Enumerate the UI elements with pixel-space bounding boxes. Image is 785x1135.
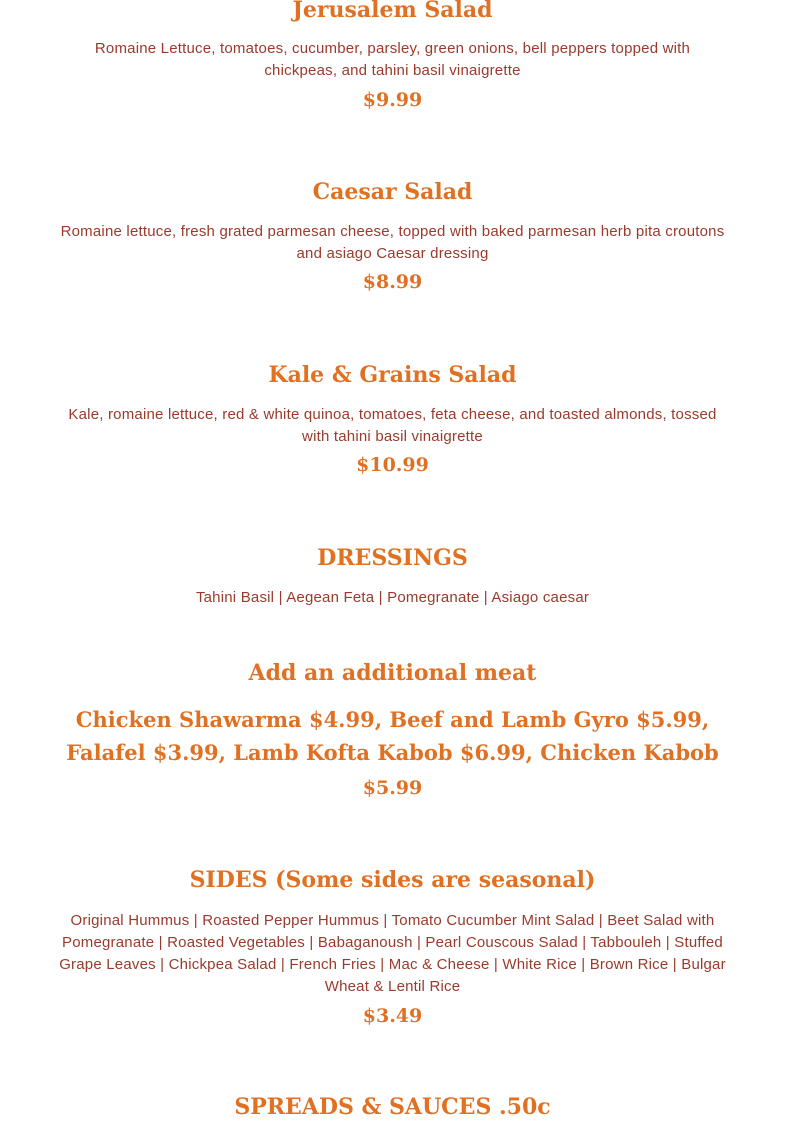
item-title: Caesar Salad	[312, 179, 473, 205]
item-description: Romaine Lettuce, tomatoes, cucumber, parsley, green onions, bell peppers topped with chickpeas, and tahini basil vinaigrette	[94, 40, 691, 79]
sides-title: SIDES (Some sides are seasonal)	[189, 867, 596, 893]
additional-meat-title: Add an additional meat	[248, 660, 537, 686]
additional-meat-price: $5.99	[362, 777, 423, 799]
item-price: $10.99	[356, 454, 429, 476]
sides-list: Original Hummus | Roasted Pepper Hummus | Tomato Cucumber Mint Salad | Beet Salad with Pomegranate | Roasted Vegetables | Babaganoush | Pearl Couscous Salad | Tabbouleh | Stuffed Grape Leaves | Chickpea Salad | French Fries | Mac & Cheese | White Rice | Brown Rice | Bulgar Wheat & Lentil Rice	[59, 912, 726, 995]
dressings-title: DRESSINGS	[317, 545, 468, 571]
additional-meat-options: Chicken Shawarma $4.99, Beef and Lamb Gyro $5.99, Falafel $3.99, Lamb Kofta Kabob $6.99, Chicken Kabob	[66, 707, 719, 765]
spreads-title: SPREADS & SAUCES .50c	[234, 1094, 551, 1120]
item-description: Romaine lettuce, fresh grated parmesan cheese, topped with baked parmesan herb pita croutons and asiago Caesar dressing	[60, 223, 725, 262]
dressings-list: Tahini Basil | Aegean Feta | Pomegranate | Asiago caesar	[195, 589, 590, 606]
item-price: $9.99	[362, 89, 423, 111]
item-title: Kale & Grains Salad	[268, 362, 517, 388]
item-price: $8.99	[362, 271, 423, 293]
item-description: Kale, romaine lettuce, red & white quinoa, tomatoes, feta cheese, and toasted almonds, tossed with tahini basil vinaigrette	[68, 406, 717, 445]
sides-price: $3.49	[362, 1005, 423, 1027]
item-title: Jerusalem Salad	[292, 0, 493, 23]
